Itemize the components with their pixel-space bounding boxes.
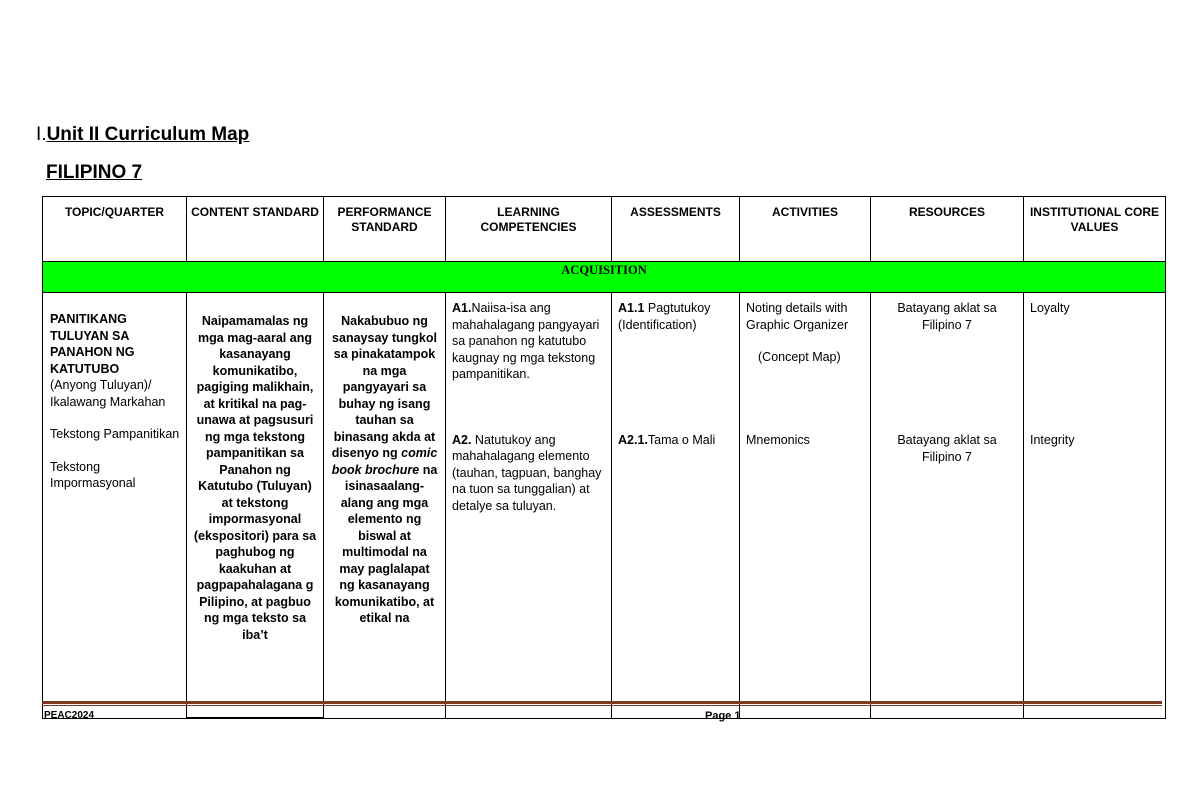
topic-sub-2: Tekstong Impormasyonal [50,459,136,490]
activity-1-sub: (Concept Map) [758,350,841,364]
footer-rule [42,701,1162,704]
competency-a2-code: A2. [452,432,472,447]
competency-a2-text: Natutukoy ang mahahalagang elemento (tauhan, tagpuan, banghay na tuon sa tunggalian) at detalye sa tuluyan. [452,432,602,513]
content-row [43,293,1166,719]
assessments-cell [612,293,740,719]
header-row [43,197,1166,262]
header-performance-standard: PERFORMANCE STANDARD [324,197,446,262]
performance-standard-cell [324,293,446,719]
header-activities: ACTIVITIES [740,197,871,262]
page-title [36,124,249,146]
topic-title: PANITIKANG TULUYAN SA PANAHON NG KATUTUBO [50,312,135,376]
assessment-a2 [618,432,733,449]
assessment-a1 [618,300,733,432]
curriculum-map-table [42,196,1166,719]
performance-text-1: Nakabubuo ng sanaysay tungkol sa pinakatampok na mga pangyayari sa buhay ng isang tauhan sa binasang akda at disenyo ng [331,314,437,460]
header-assessments: ASSESSMENTS [612,197,740,262]
header-learning-competencies: LEARNING COMPETENCIES [446,197,612,262]
resource-1: Batayang aklat sa Filipino 7 [897,301,997,332]
assessment-a2-code: A2.1. [618,433,648,447]
header-content-standard: CONTENT STANDARD [187,197,324,262]
footer-page-number: Page 1 [705,710,741,722]
footer-rule-thin [42,705,1162,706]
header-topic: TOPIC/QUARTER [43,197,187,262]
subject-title: FILIPINO 7 [46,162,143,183]
activities-cell [740,293,871,719]
competencies-cell [446,293,612,719]
core-value-1: Loyalty [1030,301,1070,315]
section-acquisition: ACQUISITION [43,262,1166,293]
assessment-a1-text: Pagtutukoy (Identification) [618,301,711,332]
assessment-a2-text: Tama o Mali [647,433,716,447]
resource-2: Batayang aklat sa Filipino 7 [897,433,997,464]
competency-a2 [452,432,605,515]
competency-a1 [452,300,605,383]
core-values-cell [1024,293,1166,719]
assessment-a1-code: A1.1 [618,301,645,315]
content-standard-cell: Naipamamalas ng mga mag-aaral ang kasanayang komunikatibo, pagiging malikhain, at kritikal na pag-unawa at pagsusuri ng mga tekstong pampanitikan sa Panahon ng Katutubo (Tuluyan) at tekstong impormasyonal (ekspositori) para sa paghubog ng kaakuhan at pagpapahalagana g Pilipino, at pagbuo ng mga teksto sa iba’t [187,293,324,719]
activity-2: Mnemonics [746,433,810,447]
core-value-2: Integrity [1030,433,1075,447]
topic-sub-1: Tekstong Pampanitikan [50,427,180,441]
resources-cell [871,293,1024,719]
title-prefix: I. [36,124,47,145]
section-row [43,262,1166,293]
header-resources: RESOURCES [871,197,1024,262]
title-text: Unit II Curriculum Map [46,124,250,145]
activity-1: Noting details with Graphic Organizer [746,301,849,332]
header-core-values: INSTITUTIONAL CORE VALUES [1024,197,1166,262]
topic-detail: (Anyong Tuluyan)/ Ikalawang Markahan [50,378,166,409]
footer-left-text: PEAC2024 [44,710,95,721]
competency-a1-text: Naiisa-isa ang mahahalagang pangyayari sa panahon ng katutubo kaugnay ng mga tekstong pampanitikan. [452,301,600,381]
performance-text-2: na isinasaalang-alang ang mga elemento ng biswal at multimodal na may paglalapat ng kasanayang komunikatibo, at etikal na [334,462,438,625]
performance-italic: comic book brochure [331,446,438,477]
competency-a1-code: A1. [452,301,472,315]
topic-cell [43,293,187,719]
